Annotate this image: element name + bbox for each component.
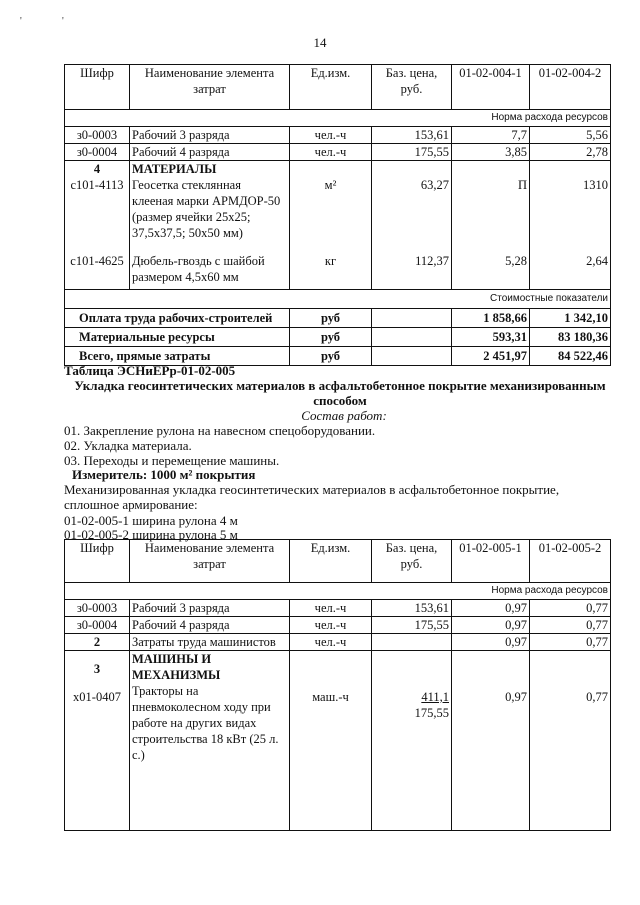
variant: 01-02-005-1 ширина рулона 4 м: [64, 513, 238, 528]
machine-code-cell: [65, 651, 130, 831]
header-unit: Ед.изм.: [290, 65, 372, 110]
table-row: [65, 144, 611, 161]
row-value-1: 0,97: [452, 634, 530, 651]
total-name: Оплата труда рабочих-строителей: [65, 308, 290, 327]
material-name-line: 37,5х37,5; 50х50 мм): [132, 226, 243, 240]
table-row: [65, 127, 611, 144]
page-number: 14: [313, 35, 327, 50]
norm-label: Норма расхода ресурсов: [65, 583, 611, 600]
machine-value-1: 0,97: [452, 651, 530, 831]
row-value-1: 7,7: [452, 127, 530, 144]
row-name: Затраты труда машинистов: [130, 634, 290, 651]
norm-label: Норма расхода ресурсов: [65, 110, 611, 127]
machine-price: 411,1: [421, 690, 449, 704]
machine-price-alt: 175,55: [414, 706, 449, 720]
meter: Измеритель: 1000 м² покрытия: [72, 467, 256, 482]
row-code: з0-0003: [65, 600, 130, 617]
work-step: 02. Укладка материала.: [64, 438, 192, 453]
row-value-2: 2,78: [530, 144, 611, 161]
machine-price-cell: [372, 651, 452, 831]
work-step: 03. Переходы и перемещение машины.: [64, 453, 280, 468]
total-value-2: 84 522,46: [530, 346, 611, 365]
total-unit: руб: [290, 327, 372, 346]
row-value-1: 0,97: [452, 617, 530, 634]
table-header-row: [65, 540, 611, 583]
materials-section-row: [65, 161, 611, 178]
row-unit: чел.-ч: [290, 634, 372, 651]
material-name-line: размером 4,5х60 мм: [132, 270, 239, 284]
total-row: [65, 327, 611, 346]
total-unit: руб: [290, 308, 372, 327]
row-value-1: 0,97: [452, 600, 530, 617]
variant: 01-02-005-2 ширина рулона 5 м: [64, 527, 238, 542]
machine-name-cell: [130, 651, 290, 831]
row-price: 153,61: [372, 600, 452, 617]
work-step: 01. Закрепление рулона на навесном спецоборудовании.: [64, 423, 376, 438]
row-name: Рабочий 4 разряда: [130, 617, 290, 634]
row-unit: чел.-ч: [290, 617, 372, 634]
total-value-1: 2 451,97: [452, 346, 530, 365]
header-col2: 01-02-004-2: [530, 65, 611, 110]
resource-table-1: [64, 64, 611, 366]
machine-unit: маш.-ч: [290, 651, 372, 831]
composition-title: Состав работ:: [301, 408, 387, 423]
material-unit: м²: [290, 177, 372, 245]
material-name: [130, 177, 290, 245]
row-code: 2: [65, 634, 130, 651]
header-name: Наименование элемента затрат: [130, 65, 290, 110]
material-value-1: П: [452, 177, 530, 245]
section-title: МАШИНЫ И МЕХАНИЗМЫ: [132, 652, 221, 682]
material-unit: кг: [290, 245, 372, 289]
table-row: [65, 600, 611, 617]
header-name: Наименование элемента затрат: [130, 540, 290, 583]
section-number: 3: [93, 662, 101, 676]
row-code: з0-0004: [65, 617, 130, 634]
header-unit: Ед.изм.: [290, 540, 372, 583]
machines-section-row: [65, 651, 611, 831]
row-unit: чел.-ч: [290, 144, 372, 161]
row-value-2: 0,77: [530, 617, 611, 634]
material-value-2: 1310: [530, 177, 611, 245]
total-value-2: 1 342,10: [530, 308, 611, 327]
row-name: Рабочий 3 разряда: [130, 127, 290, 144]
corner-mark-left: ': [20, 16, 22, 27]
row-code: з0-0004: [65, 144, 130, 161]
total-value-1: 593,31: [452, 327, 530, 346]
material-name-line: Дюбель-гвоздь с шайбой: [132, 254, 265, 268]
machine-name-line: Тракторы на: [132, 684, 199, 698]
header-col1: 01-02-004-1: [452, 65, 530, 110]
machine-code: х01-0407: [73, 690, 121, 704]
header-code: Шифр: [65, 540, 130, 583]
material-name: [130, 245, 290, 289]
header-code: Шифр: [65, 65, 130, 110]
material-code: с101-4625: [65, 245, 130, 289]
material-name-line: (размер ячейки 25х25;: [132, 210, 251, 224]
row-price: 175,55: [372, 144, 452, 161]
machine-name-line: с.): [132, 748, 145, 762]
table-title: Таблица ЭСНиЕРр-01-02-005: [64, 363, 236, 378]
description: Механизированная укладка геосинтетических материалов в асфальтобетонное покрытие, сплошное армирование:: [64, 482, 560, 512]
material-row: [65, 177, 611, 245]
section-heading: Укладка геосинтетических материалов в асфальтобетонное покрытие механизированным способом: [74, 378, 606, 408]
header-col1: 01-02-005-1: [452, 540, 530, 583]
machine-name-line: строительства 18 кВт (25 л.: [132, 732, 279, 746]
header-price: Баз. цена, руб.: [372, 540, 452, 583]
row-unit: чел.-ч: [290, 600, 372, 617]
header-price: Баз. цена, руб.: [372, 65, 452, 110]
material-value-1: 5,28: [452, 245, 530, 289]
resource-table-2: [64, 539, 611, 831]
total-unit: руб: [290, 346, 372, 365]
material-code: с101-4113: [65, 177, 130, 245]
table-row: [65, 617, 611, 634]
corner-mark-right: ': [62, 16, 64, 27]
row-value-2: 0,77: [530, 634, 611, 651]
total-value-2: 83 180,36: [530, 327, 611, 346]
material-name-line: Геосетка стеклянная: [132, 178, 241, 192]
material-value-2: 2,64: [530, 245, 611, 289]
row-price: 153,61: [372, 127, 452, 144]
material-name-line: клееная марки АРМДОР-50: [132, 194, 281, 208]
section-number: 4: [65, 161, 130, 178]
total-name: Материальные ресурсы: [65, 327, 290, 346]
section-title: МАТЕРИАЛЫ: [130, 161, 290, 178]
material-price: 63,27: [372, 177, 452, 245]
total-name: Всего, прямые затраты: [65, 346, 290, 365]
row-code: з0-0003: [65, 127, 130, 144]
table-header-row: [65, 65, 611, 110]
row-price: 175,55: [372, 617, 452, 634]
header-col2: 01-02-005-2: [530, 540, 611, 583]
row-value-2: 5,56: [530, 127, 611, 144]
machine-name-line: пневмоколесном ходу при: [132, 700, 271, 714]
machine-value-2: 0,77: [530, 651, 611, 831]
material-row: [65, 245, 611, 289]
row-name: Рабочий 4 разряда: [130, 144, 290, 161]
row-value-1: 3,85: [452, 144, 530, 161]
material-price: 112,37: [372, 245, 452, 289]
machinist-row: [65, 634, 611, 651]
row-value-2: 0,77: [530, 600, 611, 617]
machine-name-line: работе на других видах: [132, 716, 257, 730]
row-unit: чел.-ч: [290, 127, 372, 144]
cost-label: Стоимостные показатели: [65, 289, 611, 308]
row-name: Рабочий 3 разряда: [130, 600, 290, 617]
total-value-1: 1 858,66: [452, 308, 530, 327]
total-row: [65, 308, 611, 327]
